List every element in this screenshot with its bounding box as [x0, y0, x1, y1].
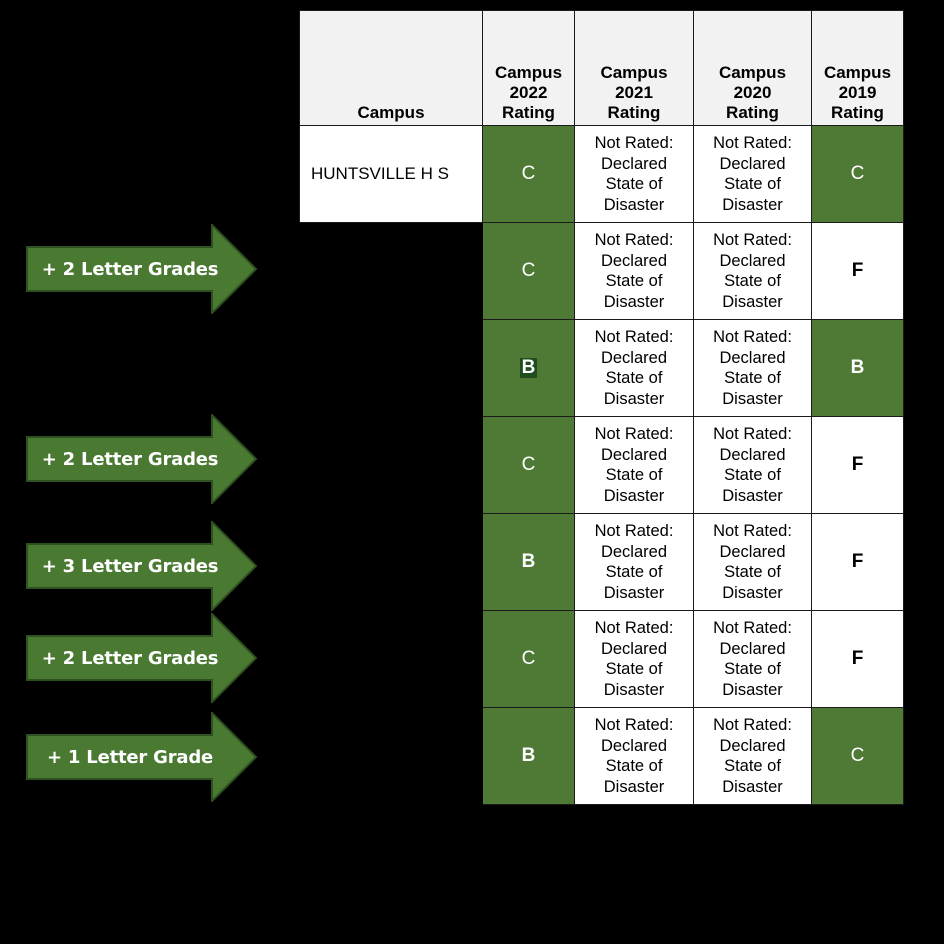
- rating-2019-cell: F: [812, 417, 904, 514]
- header-2022-rating: Campus 2022 Rating: [483, 11, 575, 126]
- arrow-label: + 2 Letter Grades: [41, 258, 219, 280]
- not-rated-line: Disaster: [722, 583, 783, 602]
- campus-ratings-table: [299, 10, 904, 805]
- not-rated-line: State of: [605, 272, 663, 290]
- not-rated-line: Disaster: [603, 389, 665, 408]
- not-rated-line: Not Rated:: [594, 328, 674, 346]
- rating-2021-cell: [575, 320, 694, 417]
- rating-2022-cell: C: [483, 223, 575, 320]
- improvement-arrow: [26, 521, 258, 611]
- not-rated-line: Not Rated:: [713, 425, 792, 443]
- not-rated-line: State of: [724, 466, 781, 484]
- table-row: [300, 708, 904, 805]
- not-rated-line: Declared: [719, 639, 786, 658]
- not-rated-line: Disaster: [722, 777, 783, 796]
- not-rated-line: Declared: [719, 251, 786, 270]
- not-rated-line: Not Rated:: [713, 522, 792, 540]
- not-rated-line: Disaster: [603, 292, 665, 311]
- rating-2022-cell: [483, 320, 575, 417]
- not-rated-line: Not Rated:: [713, 134, 792, 152]
- not-rated-line: State of: [605, 369, 663, 387]
- not-rated-line: Declared: [600, 251, 668, 270]
- header-campus: Campus: [300, 11, 483, 126]
- not-rated-line: Declared: [719, 348, 786, 367]
- rating-2020-cell: [694, 320, 812, 417]
- not-rated-line: Not Rated:: [713, 231, 792, 249]
- rating-2019-cell: B: [812, 320, 904, 417]
- rating-2021-cell: [575, 514, 694, 611]
- rating-2022-cell: B: [483, 708, 575, 805]
- not-rated-line: Declared: [719, 542, 786, 561]
- table-row: [300, 417, 904, 514]
- not-rated-line: Not Rated:: [594, 425, 674, 443]
- not-rated-line: Disaster: [603, 583, 665, 602]
- header-row: [300, 11, 904, 126]
- campus-name-cell: [300, 320, 483, 417]
- not-rated-line: State of: [605, 757, 663, 775]
- rating-2022-cell: B: [483, 514, 575, 611]
- rating-2021-cell: [575, 417, 694, 514]
- improvement-arrow: [26, 712, 258, 802]
- rating-2019-cell: F: [812, 514, 904, 611]
- not-rated-line: Disaster: [603, 486, 665, 505]
- rating-2021-cell: [575, 611, 694, 708]
- not-rated-line: State of: [724, 757, 781, 775]
- not-rated-line: State of: [605, 466, 663, 484]
- rating-2019-cell: F: [812, 223, 904, 320]
- not-rated-line: Not Rated:: [713, 619, 792, 637]
- not-rated-line: Disaster: [603, 777, 665, 796]
- rating-2022-cell: C: [483, 417, 575, 514]
- arrow-label: + 2 Letter Grades: [41, 647, 219, 669]
- not-rated-line: Declared: [600, 542, 668, 561]
- table-row: [300, 320, 904, 417]
- rating-2020-cell: [694, 708, 812, 805]
- header-2019-rating: Campus 2019 Rating: [812, 11, 904, 126]
- table-row: [300, 611, 904, 708]
- not-rated-line: State of: [605, 563, 663, 581]
- rating-2021-cell: [575, 126, 694, 223]
- not-rated-line: State of: [724, 369, 781, 387]
- not-rated-line: Disaster: [722, 195, 783, 214]
- not-rated-line: Declared: [600, 348, 668, 367]
- campus-name-cell: HUNTSVILLE H S: [300, 126, 483, 223]
- campus-name-cell: [300, 417, 483, 514]
- not-rated-line: Not Rated:: [713, 716, 792, 734]
- not-rated-line: Declared: [719, 736, 786, 755]
- not-rated-line: Disaster: [722, 389, 783, 408]
- not-rated-line: Not Rated:: [594, 716, 674, 734]
- arrow-label: + 2 Letter Grades: [41, 448, 219, 470]
- arrow-label: + 3 Letter Grades: [41, 555, 219, 577]
- not-rated-line: State of: [605, 175, 663, 193]
- not-rated-line: Disaster: [722, 486, 783, 505]
- not-rated-line: Declared: [600, 445, 668, 464]
- not-rated-line: Declared: [600, 736, 668, 755]
- rating-2022-value: B: [521, 357, 536, 378]
- not-rated-line: Disaster: [722, 292, 783, 311]
- not-rated-line: Not Rated:: [594, 231, 674, 249]
- rating-2021-cell: [575, 223, 694, 320]
- not-rated-line: State of: [724, 272, 781, 290]
- header-2020-rating: Campus 2020 Rating: [694, 11, 812, 126]
- improvement-arrow: [26, 224, 258, 314]
- not-rated-line: Declared: [600, 639, 668, 658]
- rating-2022-cell: C: [483, 611, 575, 708]
- campus-name-cell: [300, 708, 483, 805]
- not-rated-line: Not Rated:: [594, 619, 674, 637]
- not-rated-line: State of: [724, 660, 781, 678]
- rating-2020-cell: [694, 417, 812, 514]
- campus-name-cell: [300, 514, 483, 611]
- not-rated-line: Declared: [600, 154, 668, 173]
- header-2021-rating: Campus 2021 Rating: [575, 11, 694, 126]
- rating-2021-cell: [575, 708, 694, 805]
- not-rated-line: State of: [724, 563, 781, 581]
- not-rated-line: Not Rated:: [594, 522, 674, 540]
- campus-name-cell: [300, 223, 483, 320]
- not-rated-line: Not Rated:: [594, 134, 674, 152]
- not-rated-line: Disaster: [722, 680, 783, 699]
- not-rated-line: State of: [605, 660, 663, 678]
- not-rated-line: Not Rated:: [713, 328, 792, 346]
- campus-name-cell: [300, 611, 483, 708]
- rating-2019-cell: C: [812, 126, 904, 223]
- arrow-label: + 1 Letter Grade: [46, 746, 214, 768]
- rating-2019-cell: C: [812, 708, 904, 805]
- rating-2022-cell: C: [483, 126, 575, 223]
- rating-2019-cell: F: [812, 611, 904, 708]
- not-rated-line: State of: [724, 175, 781, 193]
- not-rated-line: Disaster: [603, 680, 665, 699]
- not-rated-line: Declared: [719, 154, 786, 173]
- rating-2020-cell: [694, 611, 812, 708]
- rating-2020-cell: [694, 514, 812, 611]
- table-row: [300, 126, 904, 223]
- not-rated-line: Declared: [719, 445, 786, 464]
- improvement-arrow: [26, 613, 258, 703]
- improvement-arrow: [26, 414, 258, 504]
- table-row: [300, 514, 904, 611]
- not-rated-line: Disaster: [603, 195, 665, 214]
- rating-2020-cell: [694, 223, 812, 320]
- rating-2020-cell: [694, 126, 812, 223]
- table-row: [300, 223, 904, 320]
